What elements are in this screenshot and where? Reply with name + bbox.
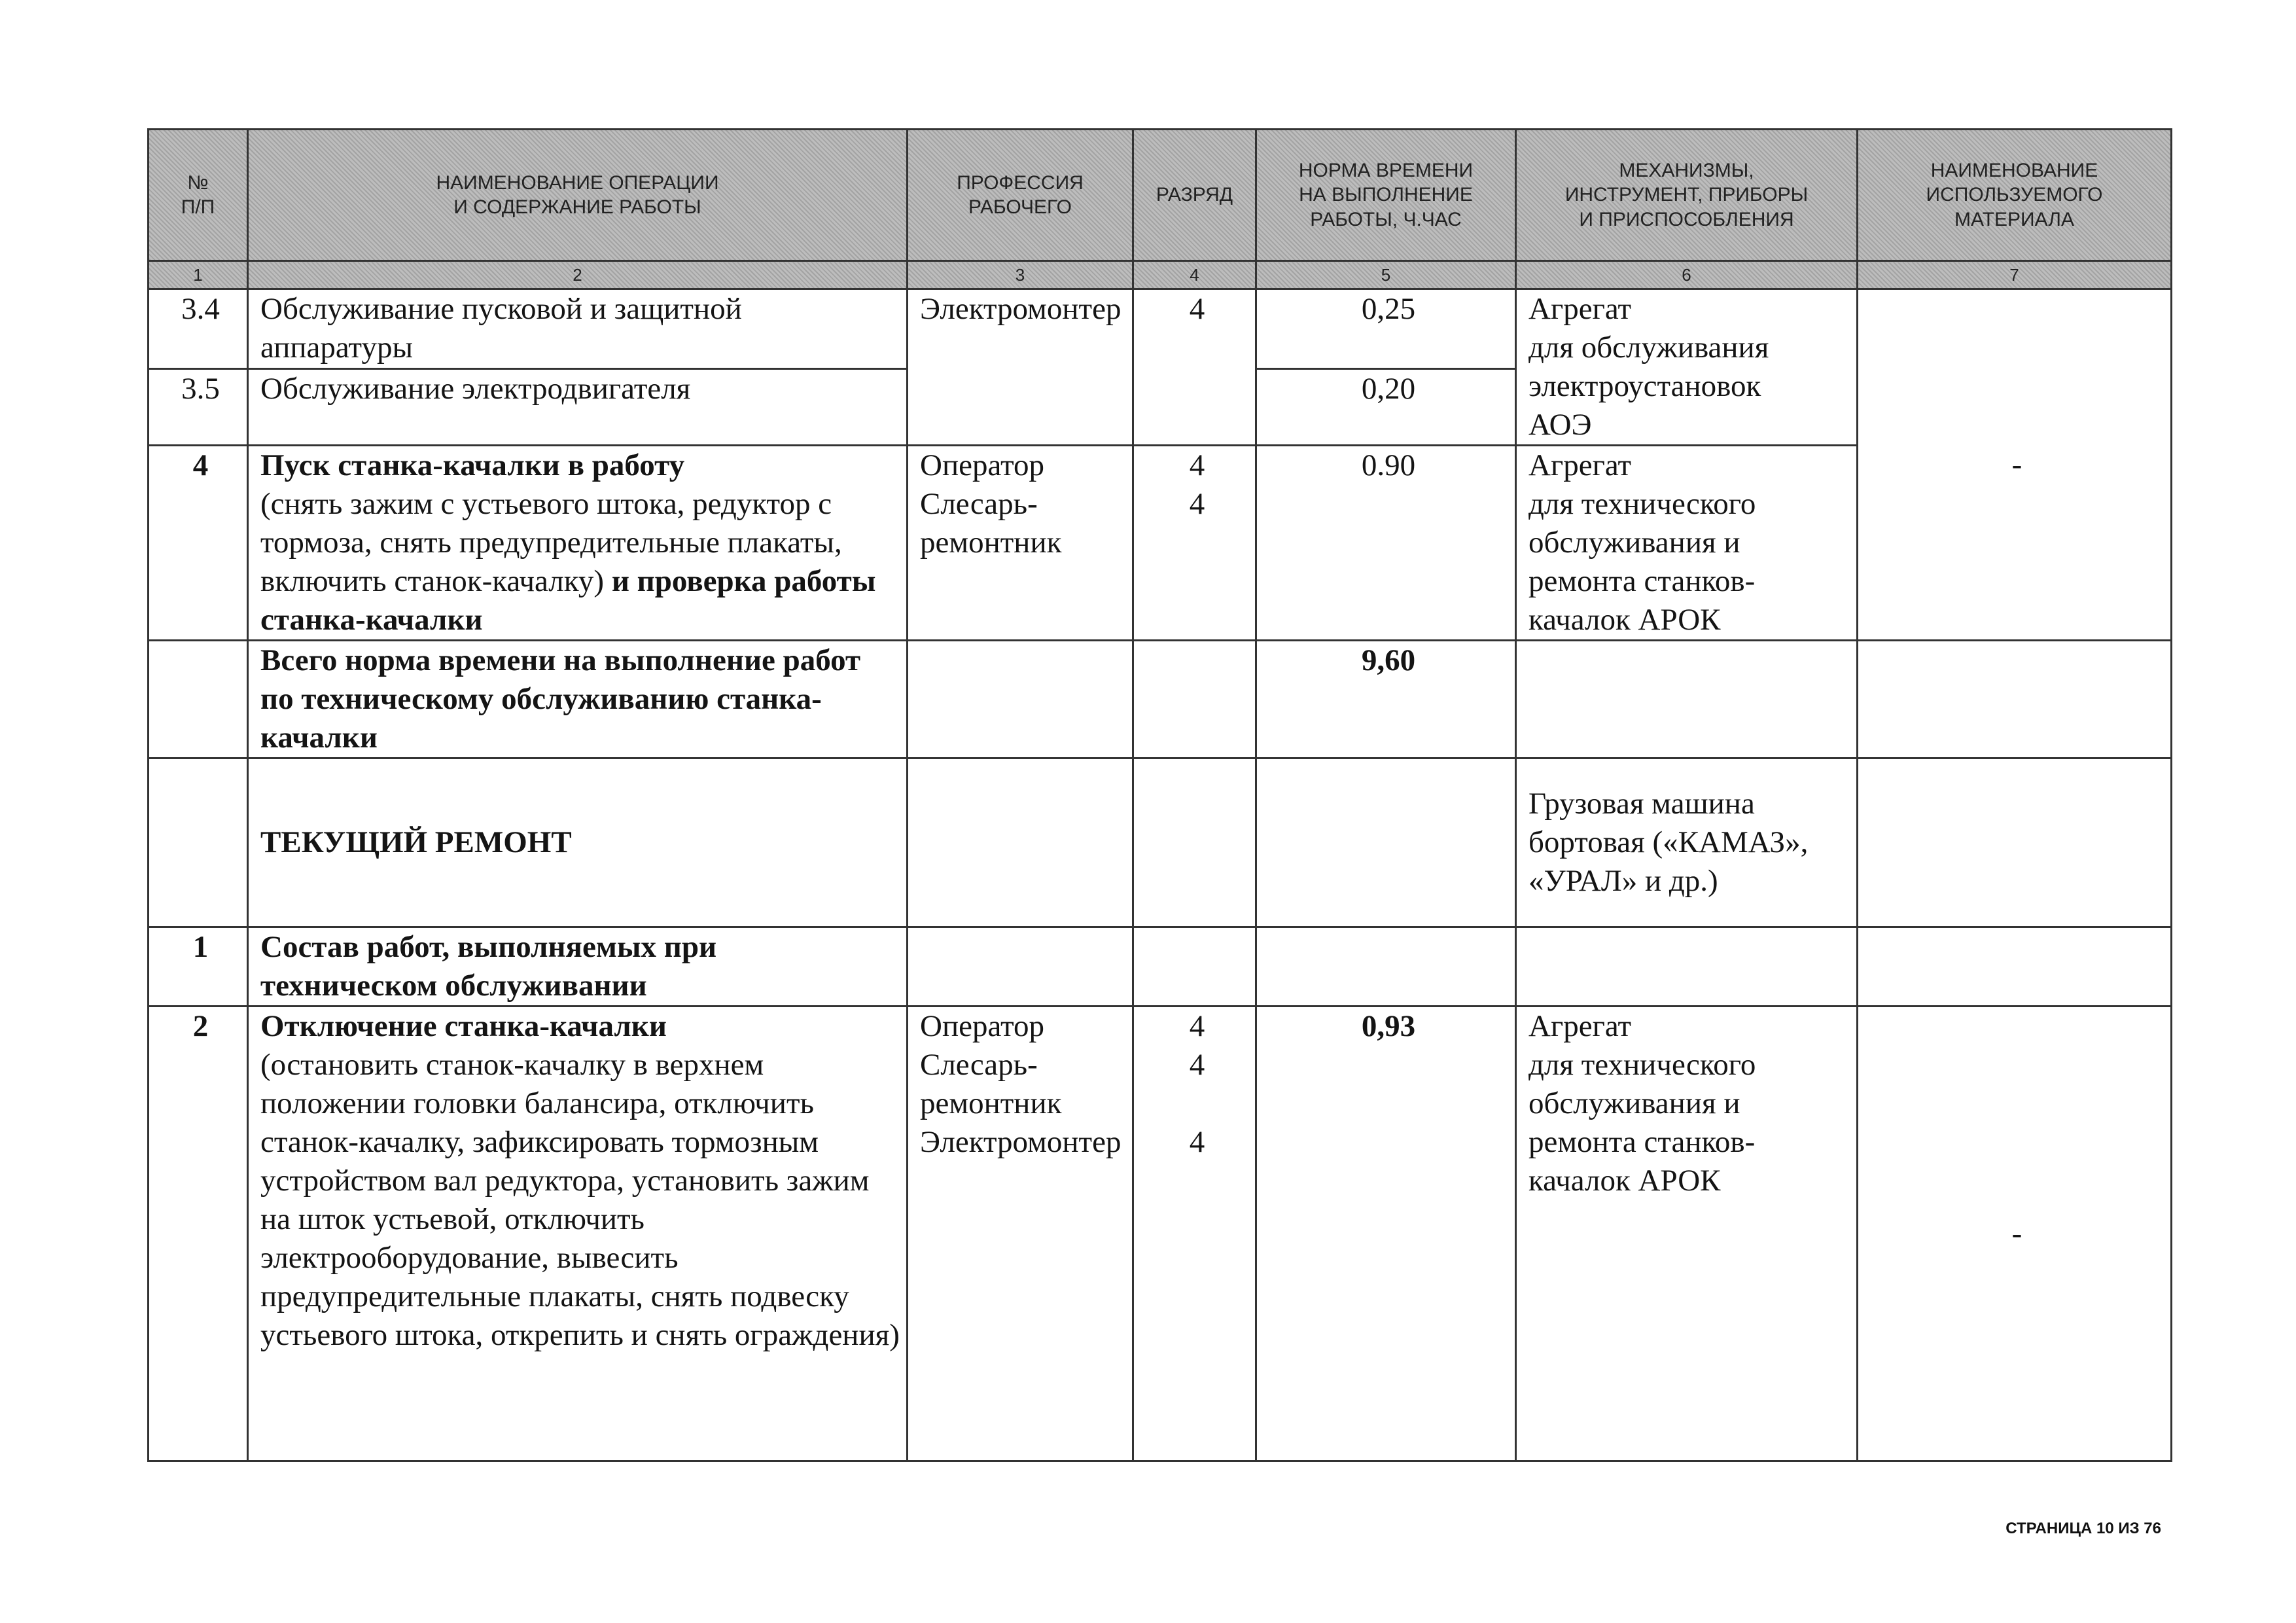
operation-name: Обслуживание электродвигателя: [248, 368, 908, 446]
grade-cell: 4: [1133, 289, 1256, 446]
mechanisms-cell: Агрегат для обслуживания электроустановок АОЭ: [1516, 289, 1858, 446]
profession-cell: [908, 758, 1133, 927]
header-col-material: НАИМЕНОВАНИЕ ИСПОЛЬЗУЕМОГО МАТЕРИАЛА: [1858, 130, 2172, 261]
grade-cell: [1133, 641, 1256, 758]
column-number: 2: [248, 261, 908, 289]
header-col-grade: РАЗРЯД: [1133, 130, 1256, 261]
mechanisms-cell: Агрегат для технического обслуживания и ремонта станков- качалок АРОК: [1516, 446, 1858, 641]
norm-cell: [1256, 758, 1516, 927]
column-numbers-row: [149, 261, 2172, 289]
norm-cell: 0,25: [1256, 289, 1516, 369]
mechanisms-cell: [1516, 641, 1858, 758]
material-cell: [1858, 758, 2172, 927]
table-row: [149, 1007, 2172, 1461]
mechanisms-cell: Грузовая машина бортовая («КАМАЗ», «УРАЛ» и др.): [1516, 758, 1858, 927]
operation-details: (остановить станок-качалку в верхнем положении головки балансира, отключить станок-качалку, зафиксировать тормозным устройством вал редуктора, установить зажим на шток устьевой, отключить электрооборудование, вывесить предупредительные плакаты, снять подвеску устьевого штока, открепить и снять ограждения): [260, 1048, 900, 1352]
total-norm: 9,60: [1256, 641, 1516, 758]
norm-cell: 0,20: [1256, 368, 1516, 446]
profession-cell: [908, 641, 1133, 758]
column-number: 7: [1858, 261, 2172, 289]
page-number: СТРАНИЦА 10 ИЗ 76: [2005, 1520, 2161, 1537]
material-cell: -: [1858, 289, 2172, 641]
column-number: 6: [1516, 261, 1858, 289]
norm-cell: [1256, 927, 1516, 1007]
operation-title-continued: и проверка работы станка-качалки: [260, 564, 876, 637]
header-row: [149, 130, 2172, 261]
operation-title: Отключение станка-качалки: [260, 1009, 667, 1043]
material-cell: -: [1858, 1007, 2172, 1461]
row-number: 1: [149, 927, 248, 1007]
operation-name: Обслуживание пусковой и защитной аппаратуры: [248, 289, 908, 369]
header-col-norm: НОРМА ВРЕМЕНИ НА ВЫПОЛНЕНИЕ РАБОТЫ, Ч.ЧАС: [1256, 130, 1516, 261]
header-col-operation: НАИМЕНОВАНИЕ ОПЕРАЦИИ И СОДЕРЖАНИЕ РАБОТЫ: [248, 130, 908, 261]
column-number: 4: [1133, 261, 1256, 289]
header-col-number: № П/П: [149, 130, 248, 261]
row-number: 3.4: [149, 289, 248, 369]
norm-cell: 0.90: [1256, 446, 1516, 641]
table-row: [149, 289, 2172, 369]
profession-cell: Оператор Слесарь- ремонтник: [908, 446, 1133, 641]
row-number: 4: [149, 446, 248, 641]
operation-name: Состав работ, выполняемых при техническом обслуживании: [248, 927, 908, 1007]
operation-details: (снять зажим с устьевого штока, редуктор с тормоза, снять предупредительные плакаты, включить станок-качалку): [260, 487, 842, 598]
column-number: 3: [908, 261, 1133, 289]
grade-cell: [1133, 758, 1256, 927]
grade-cell: 4 4: [1133, 446, 1256, 641]
grade-cell: 4 4 4: [1133, 1007, 1256, 1461]
work-norms-table: [147, 128, 2170, 1462]
profession-cell: Электромонтер: [908, 289, 1133, 446]
section-row: [149, 758, 2172, 927]
column-number: 1: [149, 261, 248, 289]
operation-title: Пуск станка-качалки в работу: [260, 448, 685, 482]
operation-name: [248, 446, 908, 641]
norm-cell: 0,93: [1256, 1007, 1516, 1461]
column-number: 5: [1256, 261, 1516, 289]
header-col-mechanisms: МЕХАНИЗМЫ, ИНСТРУМЕНТ, ПРИБОРЫ И ПРИСПОСОБЛЕНИЯ: [1516, 130, 1858, 261]
material-cell: [1858, 927, 2172, 1007]
row-number: [149, 641, 248, 758]
section-title: ТЕКУЩИЙ РЕМОНТ: [248, 758, 908, 927]
row-number: 3.5: [149, 368, 248, 446]
row-number: [149, 758, 248, 927]
header-col-profession: ПРОФЕССИЯ РАБОЧЕГО: [908, 130, 1133, 261]
grade-cell: [1133, 927, 1256, 1007]
mechanisms-cell: Агрегат для технического обслуживания и ремонта станков- качалок АРОК: [1516, 1007, 1858, 1461]
total-row: [149, 641, 2172, 758]
profession-cell: Оператор Слесарь- ремонтник Электромонтер: [908, 1007, 1133, 1461]
table-row: [149, 927, 2172, 1007]
operation-name: [248, 1007, 908, 1461]
mechanisms-cell: [1516, 927, 1858, 1007]
profession-cell: [908, 927, 1133, 1007]
material-cell: [1858, 641, 2172, 758]
row-number: 2: [149, 1007, 248, 1461]
operations-table: [147, 128, 2172, 1462]
total-label: Всего норма времени на выполнение работ по техническому обслуживанию станка-качалки: [248, 641, 908, 758]
